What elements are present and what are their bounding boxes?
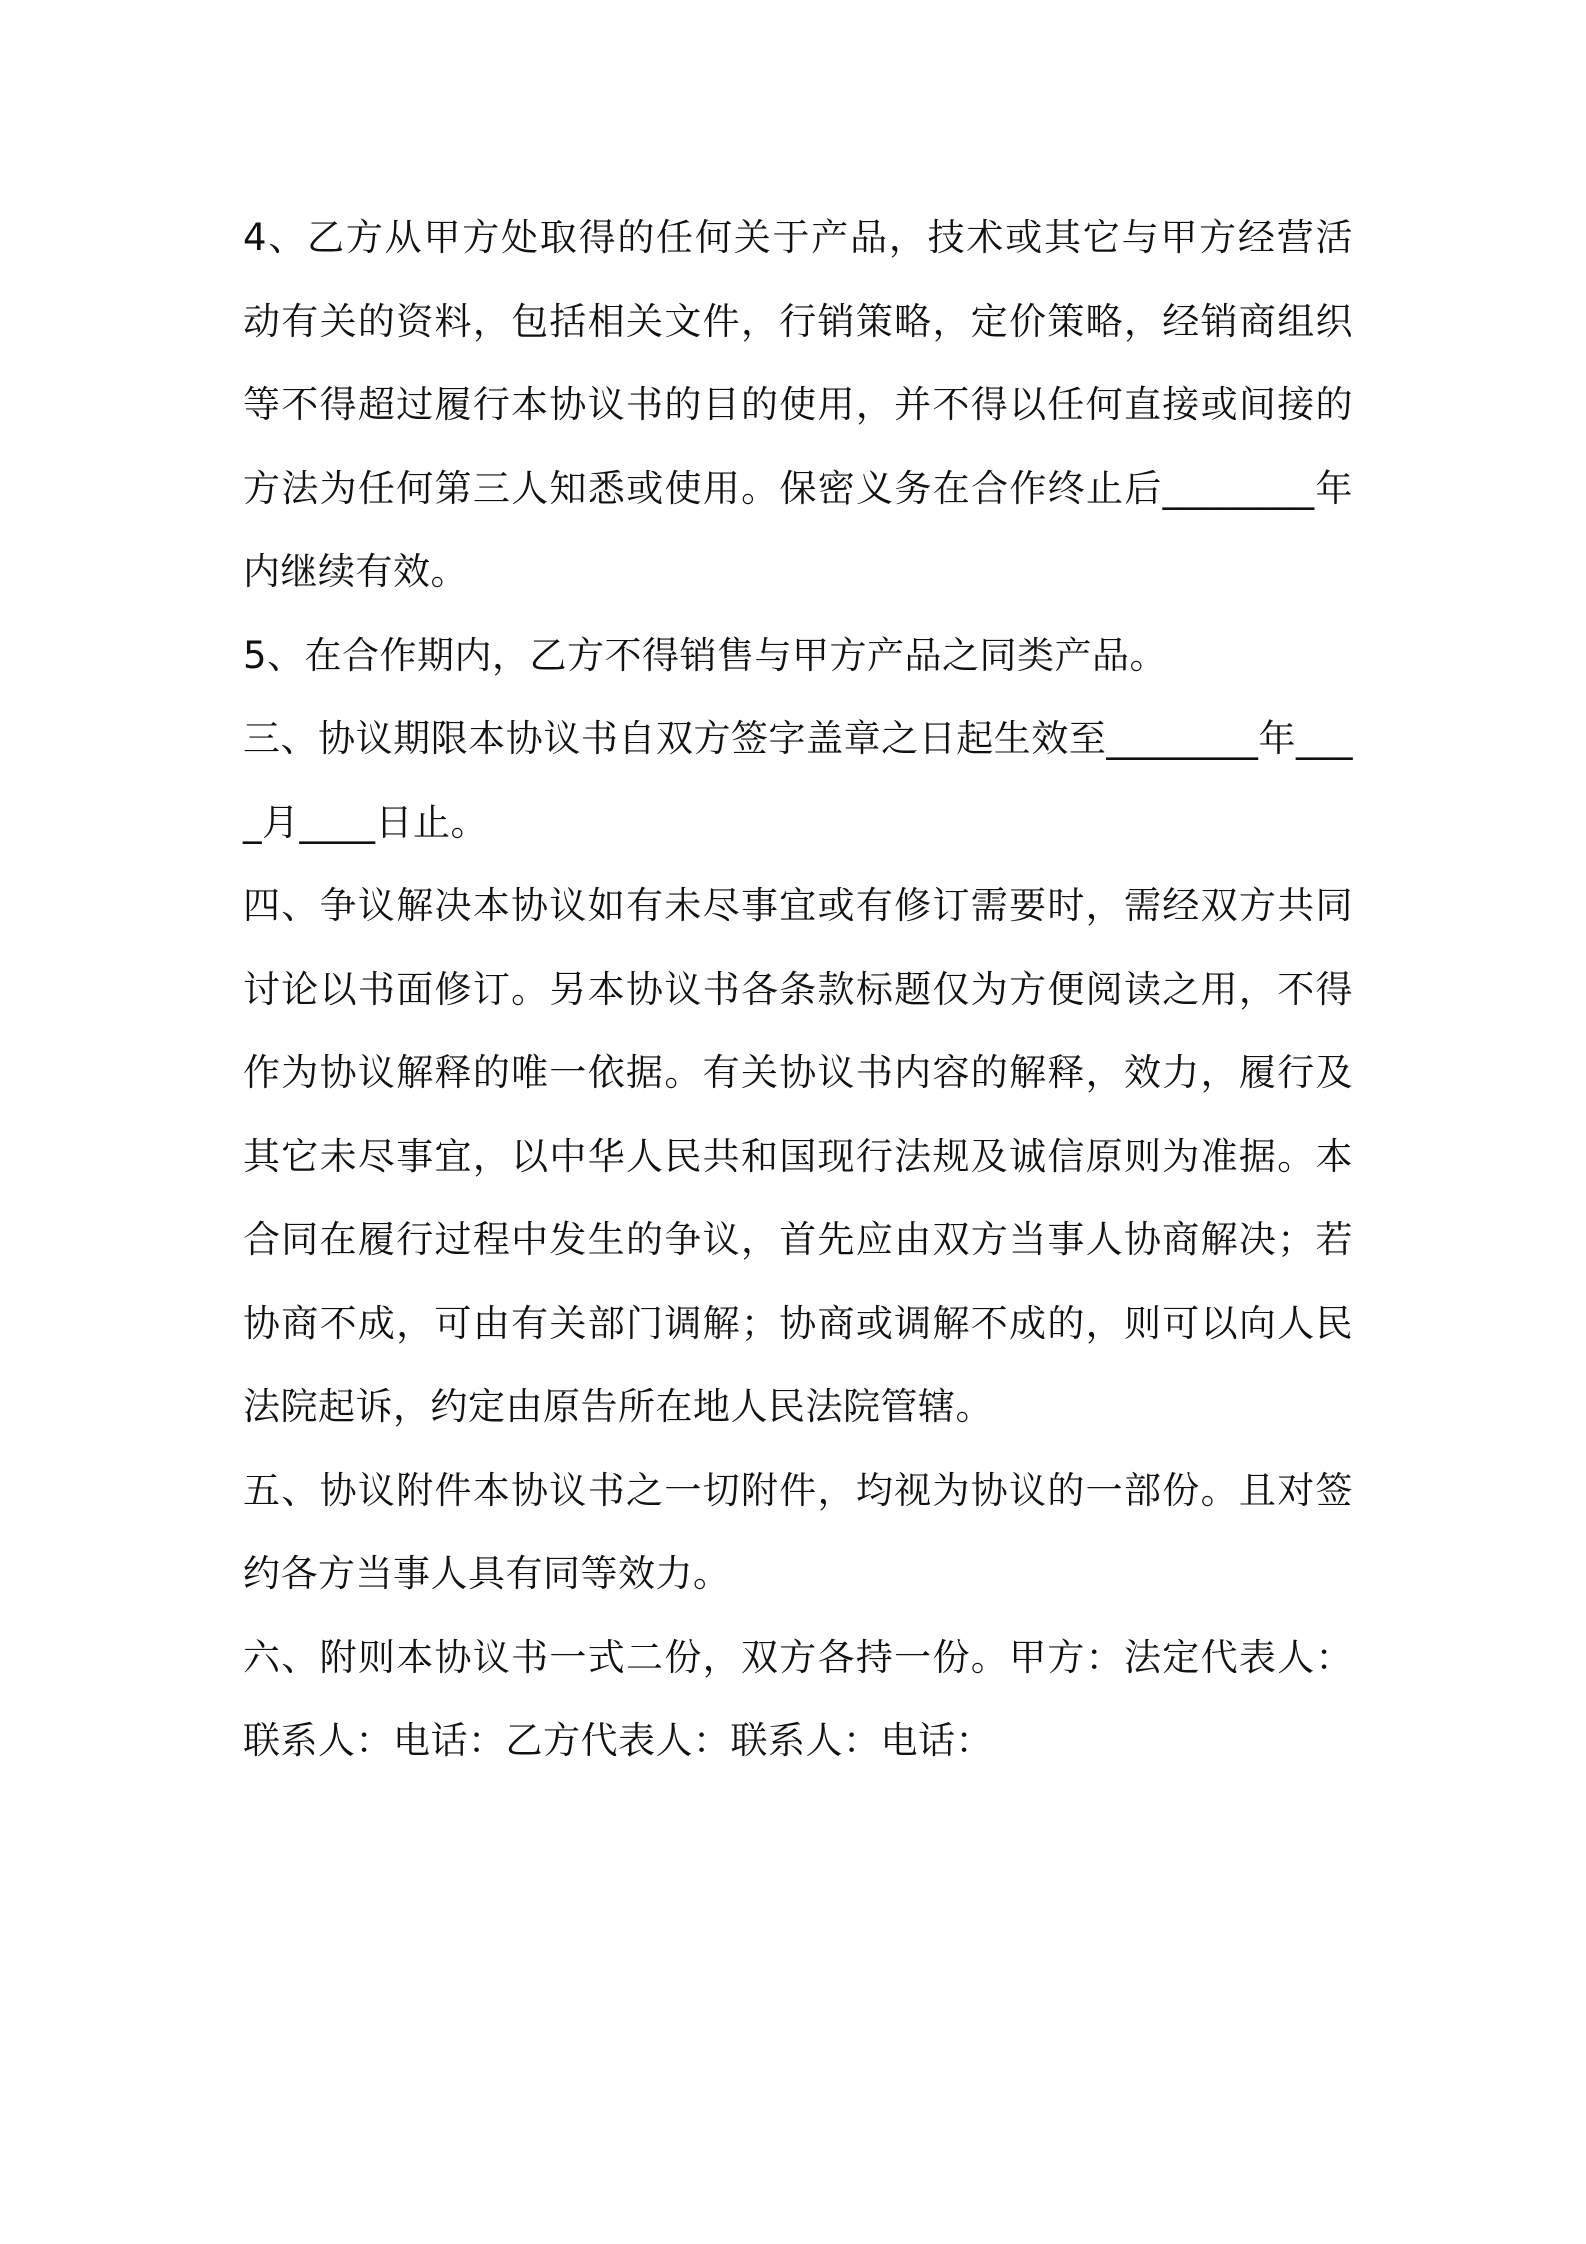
clause-5-non-compete: 5、在合作期内，乙方不得销售与甲方产品之同类产品。	[243, 633, 1168, 677]
section-4-dispute-resolution: 四、争议解决本协议如有未尽事宜或有修订需要时，需经双方共同讨论以书面修订。另本协议书各条款标题仅为方便阅读之用，不得作为协议解释的唯一依据。有关协议书内容的解释，效力，履行及其它未尽事宜，以中华人民共和国现行法规及诚信原则为准据。本合同在履行过程中发生的争议，首先应由双方当事人协商解决；若协商不成，可由有关部门调解；协商或调解不成的，则可以向人民法院起诉，约定由原告所在地人民法院管辖。	[243, 884, 1353, 1428]
section-5-attachments: 五、协议附件本协议书之一切附件，均视为协议的一部份。且对签约各方当事人具有同等效力。	[243, 1468, 1353, 1595]
section-6-supplementary-signatures: 六、附则本协议书一式二份，双方各持一份。甲方：法定代表人：联系人：电话：乙方代表人：联系人：电话：	[243, 1635, 1353, 1762]
clause-4-confidentiality: 4、乙方从甲方处取得的任何关于产品，技术或其它与甲方经营活动有关的资料，包括相关文件，行销策略，定价策略，经销商组织等不得超过履行本协议书的目的使用，并不得以任何直接或间接的方法为任何第三人知悉或使用。保密义务在合作终止后________年内继续有效。	[243, 216, 1353, 593]
document-body	[243, 196, 1353, 1783]
section-3-term: 三、协议期限本协议书自双方签字盖章之日起生效至________年____月____日止。	[243, 717, 1353, 844]
